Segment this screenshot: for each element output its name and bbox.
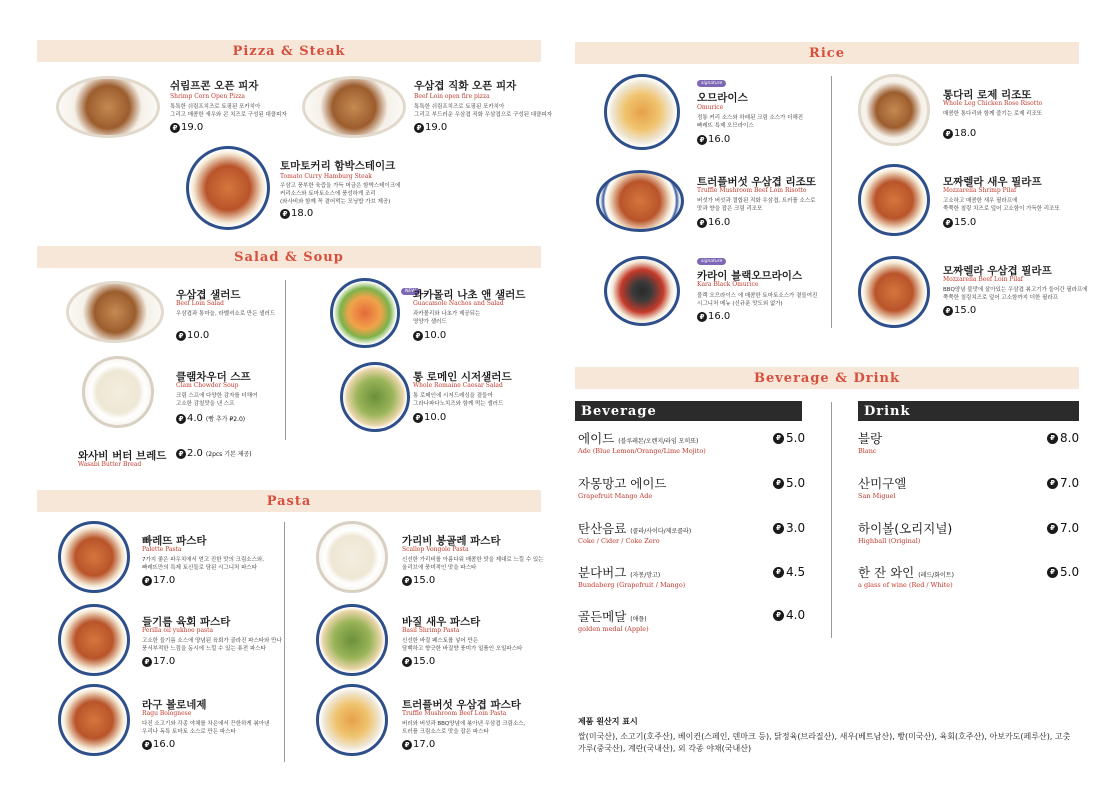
beverage-header: Beverage <box>575 401 802 421</box>
dish-description: 우삼겹과 통마늘, 라벨셔소로 만든 샐러드 <box>176 311 276 317</box>
dish-name-en: Truffle Mushroom Beef Loin Pasta <box>402 710 507 717</box>
dish-image <box>858 74 930 146</box>
dish-name-en: Scallop Vongole Pasta <box>402 546 469 553</box>
dish-description: 과카몰리와 나초가 제공되는 영양가 샐러드 <box>413 311 481 325</box>
drink-name: 산미구엘 <box>858 476 907 491</box>
drink-name: 블랑 <box>858 431 883 446</box>
dish-name: 트러플버섯 우삼겹 파스타 <box>402 699 521 711</box>
dish-price: ₽ 16.0 <box>697 217 730 228</box>
currency-icon: ₽ <box>773 478 784 489</box>
dish-name: 라구 볼로네제 <box>142 699 207 711</box>
signature-badge: signature <box>697 258 726 265</box>
beverage-name: 에이드 (블루레몬/오렌지/라임 모히또) <box>578 431 699 446</box>
dish-price: ₽ 15.0 <box>943 305 976 316</box>
currency-icon: ₽ <box>176 331 186 341</box>
beverage-name: 자몽망고 에이드 <box>578 476 667 491</box>
currency-icon: ₽ <box>943 129 953 139</box>
dish-image <box>66 281 164 343</box>
dish-name-en: Beef Loin open fire pizza <box>414 93 490 100</box>
divider <box>831 76 832 328</box>
beverage-name-en: Bundaberg (Grapefruit / Mango) <box>578 581 686 589</box>
dish-image <box>858 256 930 328</box>
beverage-name-en: golden medal (Apple) <box>578 625 649 633</box>
drink-header: Drink <box>858 401 1079 421</box>
dish-name: 우삼겹 직화 오픈 피자 <box>414 80 517 92</box>
dish-description: 매콤한 통다리와 함께 즐기는 로제 리조또 <box>943 111 1043 117</box>
dish-image <box>596 170 684 232</box>
dish-price: ₽ 17.0 <box>142 575 175 586</box>
currency-icon: ₽ <box>170 123 180 133</box>
dish-description: 톡톡한 쉬림프치즈로 토핑된 포카치아 그리고 부드러운 우삼겹 직화 우삼겹으로 구성된 대클피자 <box>414 104 553 118</box>
dish-image <box>604 256 680 326</box>
section-header-rice <box>575 42 1079 64</box>
currency-icon: ₽ <box>773 567 784 578</box>
dish-name-en: Shrimp Corn Open Pizza <box>170 93 245 100</box>
currency-icon: ₽ <box>943 218 953 228</box>
dish-image <box>316 521 388 593</box>
dish-price: ₽ 10.0 <box>413 330 446 341</box>
currency-icon: ₽ <box>413 331 423 341</box>
dish-name: 클램차우더 스프 <box>176 371 251 383</box>
dish-description: 우삼고 풍부한 육즙을 가득 머금은 함박스테이크에 커리소스와 토마토소스에 풍성하게 조리 (와사비와 함께 꼭 곁어먹는 모닝밥 가브 제공) <box>280 183 401 205</box>
dish-price: ₽ 4.0 (빵 추가 ₽2.0) <box>176 413 245 424</box>
dish-price: ₽ 15.0 <box>402 575 435 586</box>
dish-description: BBQ양념 불맛에 살아있는 우삼겹 볶고기가 들어간 필라프에 쭉쭉한 칠링치즈로 덮어 고소함까지 더한 필라프 <box>943 287 1088 301</box>
dish-description: 7가지 좋은 파우치에서 얻고 진한 맛의 크림소스와, 빠레뜨만의 특제 토신들로 담된 시그니처 파스타 <box>142 557 264 571</box>
dish-name: 우삼겹 샐러드 <box>176 289 241 301</box>
currency-icon: ₽ <box>176 414 186 424</box>
currency-icon: ₽ <box>142 657 152 667</box>
drink-price: ₽ 7.0 <box>1047 476 1079 490</box>
dish-name: 가리비 봉골레 파스타 <box>402 535 501 547</box>
dish-name: 모짜렐라 우삼겹 필라프 <box>943 265 1052 277</box>
dish-name: 통 로메인 시저샐러드 <box>413 371 512 383</box>
dish-name: 쉬림프콘 오픈 피자 <box>170 80 259 92</box>
section-header-pizza <box>37 40 541 62</box>
dish-price: ₽ 2.0 (2pcs 기본 제공) <box>176 448 252 459</box>
dish-name-en: Truffle Mushroom Beef Loin Risotto <box>697 187 807 194</box>
dish-image <box>302 76 406 138</box>
drink-price: ₽ 8.0 <box>1047 431 1079 445</box>
dish-name-en: Guacamole Nachos and Salad <box>413 300 504 307</box>
dish-description: 크림 스프에 다양한 감자를 더해여 고소한 감칠맛을 낸 스프 <box>176 393 258 407</box>
dish-name: 토마토커리 함박스테이크 <box>280 160 396 172</box>
dish-image <box>604 74 680 150</box>
dish-description: 톡톡한 쉬림프치즈로 토핑된 포카치아 그리고 매콤한 새우와 콘 치즈로 구성된 대클피자 <box>170 104 287 118</box>
currency-icon: ₽ <box>697 218 707 228</box>
drink-price: ₽ 7.0 <box>1047 521 1079 535</box>
dish-name-en: Kara Black Omurice <box>697 281 759 288</box>
dish-price: ₽ 17.0 <box>402 739 435 750</box>
drink-price: ₽ 5.0 <box>1047 565 1079 579</box>
dish-image <box>82 356 154 428</box>
dish-name: 빠레뜨 파스타 <box>142 535 207 547</box>
dish-name-en: Mozzarella Beef Loin Pilaf <box>943 276 1023 283</box>
currency-icon: ₽ <box>142 740 152 750</box>
divider <box>831 402 832 638</box>
dish-description: 블랙 오므라이스 에 매콤한 토마토소스가 곁들여진 시그니처 메뉴 (신규푼 맛도외 없가) <box>697 293 818 307</box>
dish-image <box>316 684 388 756</box>
dish-price: ₽ 17.0 <box>142 656 175 667</box>
dish-description: 신선한 바질 페스토를 넣어 만든 담백하고 향긋한 바질향 풍미가 일품인 오일파스타 <box>402 638 523 652</box>
drink-name-en: a glass of wine (Red / White) <box>858 581 953 589</box>
dish-name-en: Beef Loin Salad <box>176 300 224 307</box>
currency-icon: ₽ <box>773 433 784 444</box>
dish-name: 와사비 버터 브레드 <box>78 450 167 462</box>
dish-name-en: Palette Pasta <box>142 546 182 553</box>
dish-image <box>858 164 930 236</box>
dish-name-en: Omurice <box>697 104 724 111</box>
dish-description: 고소하고 매콤한 새우 필라프에 쭉쭉한 칠링 치즈로 덮어 고소함이 가득한 리조또 <box>943 198 1060 212</box>
dish-name-en: Mozzarella Shrimp Pilaf <box>943 187 1017 194</box>
dish-name-en: Whole Leg Chicken Rose Risotto <box>943 100 1043 107</box>
dish-description: 신선한 가리비를 아름다워 매콤한 맛을 제대로 느낄 수 있는 올리브에 풍미적인 맛을 파스타 <box>402 557 544 571</box>
dish-image <box>330 278 400 348</box>
divider <box>284 522 285 762</box>
beverage-price: ₽ 5.0 <box>773 431 805 445</box>
dish-name-en: Ragu Bolognese <box>142 710 192 717</box>
dish-image <box>58 521 130 593</box>
dish-price: ₽ 18.0 <box>280 208 313 219</box>
beverage-price: ₽ 4.5 <box>773 565 805 579</box>
dish-price: ₽ 15.0 <box>402 656 435 667</box>
currency-icon: ₽ <box>773 523 784 534</box>
currency-icon: ₽ <box>697 135 707 145</box>
currency-icon: ₽ <box>1047 478 1058 489</box>
dish-name: 통다리 로제 리조또 <box>943 89 1032 101</box>
beverage-name-en: Grapefruit Mango Ade <box>578 492 653 500</box>
beverage-name-en: Ade (Blue Lemon/Orange/Lime Mojito) <box>578 447 706 455</box>
dish-name-en: Perilla oil yukhoe pasta <box>142 627 214 634</box>
dish-name: 바질 새우 파스타 <box>402 616 481 628</box>
dish-image <box>340 362 410 432</box>
beverage-price: ₽ 5.0 <box>773 476 805 490</box>
dish-description: 버섯가 버섯과 결합된 직화 우삼겹, 트러플 소스로 맛과 향을 잡은 크림 리조또 <box>697 198 816 212</box>
dish-description: 정통 커리 소스와 하래된 크림 소스가 더해진 빠레뜨 특제 오므라이스 <box>697 115 804 129</box>
beverage-name-en: Coke / Cider / Coke Zero <box>578 537 660 545</box>
dish-image <box>58 684 130 756</box>
drink-name: 한 잔 와인 (레드/화이트) <box>858 565 954 580</box>
dish-image <box>58 604 130 676</box>
currency-icon: ₽ <box>402 576 412 586</box>
dish-price: ₽ 16.0 <box>142 739 175 750</box>
dish-image <box>316 604 388 676</box>
section-title: Beverage & Drink <box>753 370 901 386</box>
section-header-beverage-drink <box>575 367 1079 389</box>
currency-icon: ₽ <box>142 576 152 586</box>
currency-icon: ₽ <box>943 306 953 316</box>
dish-name: 오므라이스 <box>697 92 748 104</box>
dish-name-en: Clam Chowder Soup <box>176 382 239 389</box>
drink-name-en: Blanc <box>858 447 877 455</box>
dish-price: ₽ 10.0 <box>176 330 209 341</box>
currency-icon: ₽ <box>402 740 412 750</box>
dish-price: ₽ 16.0 <box>697 311 730 322</box>
dish-name: 들기름 육회 파스타 <box>142 616 231 628</box>
currency-icon: ₽ <box>176 449 186 459</box>
currency-icon: ₽ <box>413 413 423 423</box>
divider <box>285 280 286 440</box>
currency-icon: ₽ <box>414 123 424 133</box>
dish-name: 과카몰리 나초 앤 샐러드 <box>413 289 526 301</box>
dish-price: ₽ 10.0 <box>413 412 446 423</box>
dish-price: ₽ 19.0 <box>414 122 447 133</box>
currency-icon: ₽ <box>697 312 707 322</box>
dish-name: 모짜렐라 새우 필라프 <box>943 176 1042 188</box>
drink-name-en: San Miguel <box>858 492 896 500</box>
beverage-price: ₽ 3.0 <box>773 521 805 535</box>
currency-icon: ₽ <box>773 610 784 621</box>
section-header-salad <box>37 246 541 268</box>
currency-icon: ₽ <box>1047 433 1058 444</box>
dish-name: 트러플버섯 우삼겹 리조또 <box>697 176 816 188</box>
section-title: Pizza & Steak <box>232 43 346 59</box>
dish-price: ₽ 16.0 <box>697 134 730 145</box>
dish-description: 다진 소고기와 각종 야채를 차은에서 끈한하게 볶아낸 우리나 독특 토마토 소스로 만든 파스타 <box>142 721 270 735</box>
drink-name-en: Highball (Original) <box>858 537 921 545</box>
dish-name-en: Basil Shrimp Pasta <box>402 627 460 634</box>
beverage-name: 탄산음료 (콜라/사이다/제로콜라) <box>578 521 692 536</box>
origin-text: 쌀(미국산), 소고기(호주산), 베이컨(스페인, 덴마크 등), 닭정육(브라질산), 새우(베트남산), 빵(미국산), 육회(호주산), 아보카도(페루산), 고춧가루(중국산), 계란(국내산), 외 각종 야채(국내산) <box>578 732 1071 753</box>
dish-description: 통 로메인에 시저드레싱을 곁들여 그라나파다노치즈와 함께 먹는 샐러드 <box>413 393 504 407</box>
section-title: Rice <box>809 45 845 61</box>
dish-name: 카라이 블랙오므라이스 <box>697 270 803 282</box>
dish-description: 고소한 들기름 소스에 양념된 육회가 골라진 파스타와 만나 풍서부적한 느낌을 동시에 느낄 수 있는 퓨전 파스타 <box>142 638 282 652</box>
currency-icon: ₽ <box>402 657 412 667</box>
dish-name-en: Whole Romaine Caesar Salad <box>413 382 503 389</box>
dish-description: 버러와 버섯과 BBQ양념에 볶아낸 우삼겹 크림소스, 트러플 크림소스로 맛을 잡은 파스타 <box>402 721 526 735</box>
new-badge: NEW <box>401 288 420 295</box>
section-header-pasta <box>37 490 541 512</box>
currency-icon: ₽ <box>1047 523 1058 534</box>
beverage-price: ₽ 4.0 <box>773 608 805 622</box>
currency-icon: ₽ <box>1047 567 1058 578</box>
dish-image <box>186 146 270 230</box>
dish-name-en: Tomato Curry Hamburg Steak <box>280 173 372 180</box>
section-title: Pasta <box>266 493 312 509</box>
beverage-name: 골든메달 (애플) <box>578 609 647 624</box>
currency-icon: ₽ <box>280 209 290 219</box>
signature-badge: signature <box>697 80 726 87</box>
dish-name-en: Wasabi Butter Bread <box>78 461 142 468</box>
section-title: Salad & Soup <box>234 249 344 265</box>
beverage-name: 분다버그 (자몽/망고) <box>578 565 661 580</box>
dish-price: ₽ 19.0 <box>170 122 203 133</box>
dish-price: ₽ 15.0 <box>943 217 976 228</box>
origin-title: 제품 원산지 표시 <box>578 717 638 726</box>
drink-name: 하이볼(오리지널) <box>858 521 953 536</box>
dish-image <box>56 76 160 138</box>
dish-price: ₽ 18.0 <box>943 128 976 139</box>
